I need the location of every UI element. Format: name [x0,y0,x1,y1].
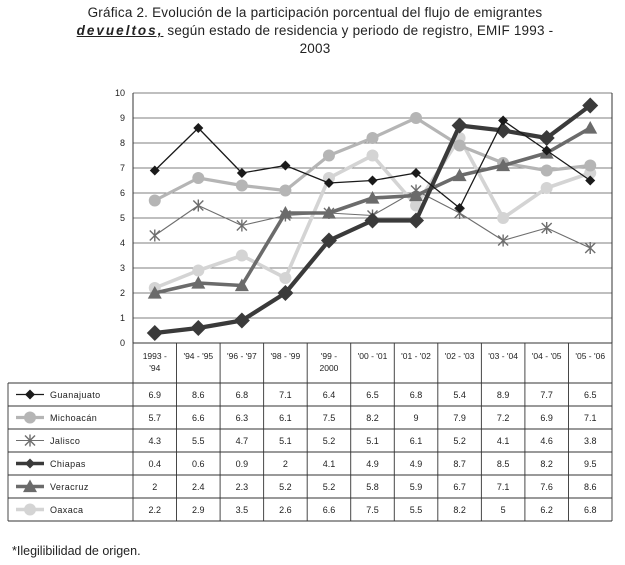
table-cell-value: 6.6 [192,413,205,423]
table-cell-value: 6.5 [366,390,379,400]
table-cell-value: 2 [152,482,158,492]
data-point [150,230,160,242]
table-cell-value: 5.8 [366,482,379,492]
table-cell-value: 7.1 [279,390,292,400]
table-cell-value: 8.5 [496,459,510,469]
table-cell-value: 6.7 [453,482,466,492]
table-cell-value: 2 [282,459,288,469]
legend-label: Oaxaca [50,505,84,515]
table-cell-value: 7.5 [322,413,336,423]
data-point [542,222,552,234]
legend-veracruz [16,480,89,493]
table-cell-value: 7.2 [496,413,510,423]
y-tick-label: 2 [119,288,125,298]
table-cell-value: 0.4 [148,459,162,469]
y-tick-label: 10 [114,88,125,98]
x-category-label: '01 - '02 [401,351,431,361]
title-emphasis: devueltos, [76,23,164,38]
table-cell-value: 6.9 [148,390,162,400]
table-cell-value: 6.1 [409,436,423,446]
table-cell-value: 4.1 [496,436,510,446]
y-tick-label: 1 [119,313,125,323]
table-cell-value: 0.9 [235,459,249,469]
title-line-3: 2003 [299,41,331,56]
data-point [541,165,553,177]
table-cell-value: 6.1 [279,413,292,423]
table-cell-value: 7.1 [496,482,510,492]
table-cell-value: 6.8 [409,390,423,400]
x-category-label: '03 - '04 [488,351,518,361]
table-cell-value: 8.7 [453,459,466,469]
x-category-label: '00 - '01 [357,351,388,361]
table-cell-value: 5.5 [192,436,205,446]
data-point [454,140,466,152]
x-category-label: 1993 - [142,351,167,361]
table-cell-value: 4.1 [322,459,336,469]
table-cell-value: 8.2 [453,505,466,515]
data-point [147,325,163,341]
data-point [237,220,247,232]
table-cell-value: 7.5 [366,505,379,515]
table-cell-value: 6.9 [540,413,553,423]
data-point [280,161,290,171]
table-cell-value: 2.2 [148,505,162,515]
data-point [24,504,36,516]
table-cell-value: 8.6 [583,482,597,492]
x-category-label: '05 - '06 [575,351,606,361]
legend-guanajuato [16,390,101,401]
table-cell-value: 8.6 [192,390,205,400]
table-cell-value: 3.8 [583,436,597,446]
table-cell-value: 5.1 [279,436,292,446]
y-tick-label: 9 [119,113,125,123]
table-cell-value: 0.6 [192,459,205,469]
table-cell-value: 6.3 [235,413,249,423]
table-cell-value: 8.2 [540,459,553,469]
data-point [408,213,424,229]
data-point [24,412,36,424]
table-cell-value: 5.2 [279,482,292,492]
data-point [585,242,595,254]
x-category-label: '94 - '95 [183,351,214,361]
series-lines [147,98,598,342]
data-point [149,195,161,207]
legend-label: Chiapas [50,459,86,469]
data-point [497,212,509,224]
table-cell-value: 7.9 [453,413,466,423]
table-cell-value: 4.9 [366,459,379,469]
legend-michoacn [16,412,97,424]
table-cell-value: 8.9 [496,390,510,400]
table-cell-value: 6.8 [583,505,597,515]
data-point [498,116,508,126]
y-tick-label: 0 [119,338,125,348]
data-point [190,320,206,336]
legend-label: Veracruz [50,482,89,492]
data-point [279,272,291,284]
table-cell-value: 4.6 [540,436,553,446]
table-cell-value: 5.5 [409,505,423,515]
table-cell-value: 4.9 [409,459,423,469]
legend-label: Jalisco [50,436,81,446]
table-cell-value: 5.4 [453,390,466,400]
data-point [498,235,508,247]
title-line-1: Gráfica 2. Evolución de la participación porcentual del flujo de emigrantes [87,5,543,20]
table-cell-value: 6.2 [540,505,553,515]
table-cell-value: 2.9 [192,505,205,515]
y-tick-label: 5 [119,213,125,223]
table-cell-value: 6.4 [322,390,336,400]
table-cell-value: 5.2 [453,436,466,446]
table-cell-value: 7.7 [540,390,553,400]
table-cell-value: 5.1 [366,436,379,446]
table-cell-value: 5 [500,505,506,515]
y-tick-label: 6 [119,188,125,198]
legend-jalisco [16,435,80,447]
y-tick-label: 7 [119,163,125,173]
x-category-label: '94 [149,363,161,373]
table-cell-value: 6.8 [235,390,249,400]
legend-label: Guanajuato [50,390,101,400]
data-point [367,132,379,144]
data-point [193,200,203,212]
footnote: *Ilegilibilidad de origen. [12,544,141,558]
y-axis [115,88,125,348]
table-cell-value: 3.5 [235,505,249,515]
legend-oaxaca [16,504,83,516]
data-point [236,180,248,192]
x-category-label: '99 - [320,351,338,361]
y-tick-label: 8 [119,138,125,148]
x-category-label: '04 - '05 [531,351,562,361]
table-cell-value: 4.3 [148,436,162,446]
legend-label: Michoacán [50,413,98,423]
table-cell-value: 7.6 [540,482,553,492]
legend-chiapas [16,459,86,470]
title-line-2-rest: según estado de residencia y periodo de registro, EMIF 1993 - [163,23,554,38]
data-point [25,390,35,400]
data-point [410,112,422,124]
x-category-label: '02 - '03 [444,351,475,361]
table-cell-value: 5.2 [322,436,336,446]
table-cell-value: 5.2 [322,482,336,492]
data-point [236,250,248,262]
data-point [323,150,335,162]
y-tick-label: 4 [119,238,125,248]
data-point [452,118,468,134]
x-category-label: '96 - '97 [227,351,257,361]
table-cell-value: 5.9 [409,482,423,492]
data-point [25,459,35,469]
data-point [584,160,596,172]
data-point [541,182,553,194]
table-cell-value: 6.5 [583,390,597,400]
table-cell-value: 8.2 [366,413,379,423]
table-cell-value: 9 [413,413,419,423]
table-cell-value: 2.4 [192,482,205,492]
y-tick-label: 3 [119,263,125,273]
data-point [279,185,291,197]
data-point [192,265,204,277]
table-cell-value: 6.6 [322,505,336,515]
table-cell-value: 2.3 [235,482,249,492]
table-cell-value: 4.7 [235,436,249,446]
table-cell-value: 7.1 [583,413,597,423]
table-cell-value: 2.6 [279,505,292,515]
data-point [583,121,597,134]
x-category-label: 2000 [319,363,339,373]
data-point [192,172,204,184]
table-cell-value: 9.5 [583,459,597,469]
data-point [368,176,378,186]
table-cell-value: 5.7 [148,413,162,423]
data-table [8,343,612,521]
x-category-label: '98 - '99 [270,351,301,361]
data-point [367,150,379,162]
